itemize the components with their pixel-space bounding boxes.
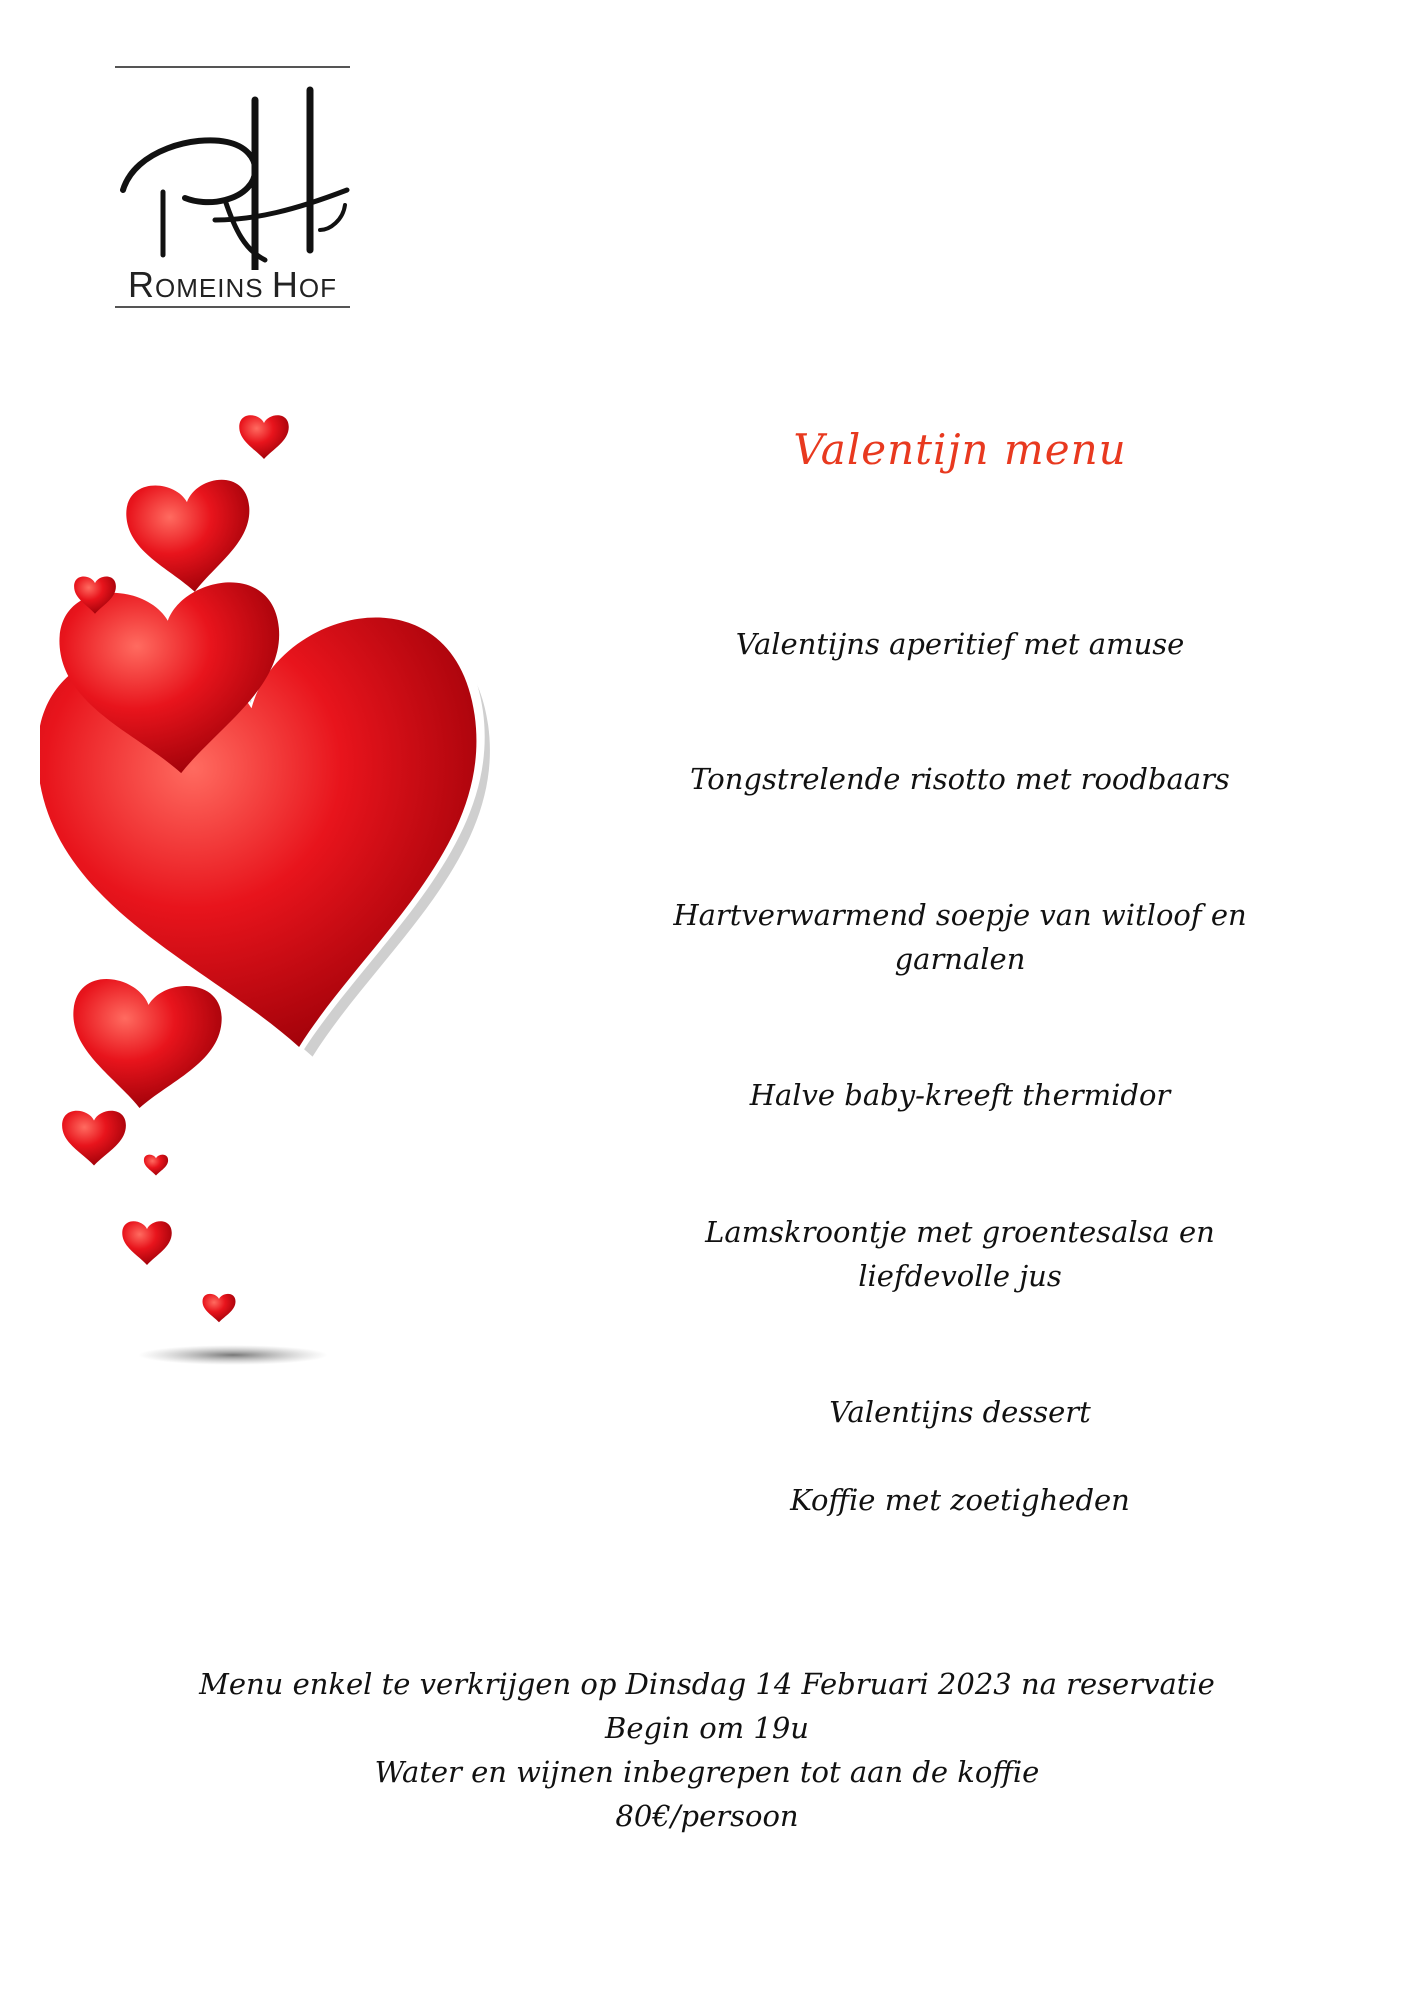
course-line: Valentijns dessert [829,1395,1091,1429]
course-line: Halve baby-kreeft thermidor [749,1078,1171,1112]
course-line: Valentijns aperitief met amuse [735,627,1185,661]
footer-info [100,1662,1314,1838]
heart-small-2 [144,1155,168,1176]
menu-title: Valentijn menu [793,425,1127,474]
course-line: Hartverwarmend soepje van witloof en [673,898,1247,932]
footer-drinks: Water en wijnen inbegrepen tot aan de koffie [374,1755,1040,1789]
logo-top-rule [115,66,350,68]
heart-small-1 [62,1111,126,1166]
course-item [620,757,1300,801]
heart-small-3 [122,1221,172,1265]
course-item [620,622,1300,666]
heart-lower-left [66,976,225,1114]
course-line: Koffie met zoetigheden [790,1483,1130,1517]
course-item [620,1210,1300,1298]
course-item [620,1073,1300,1117]
course-line: Tongstrelende risotto met roodbaars [690,762,1230,796]
rh-monogram-logo [115,80,350,270]
logo-name: ROMEINS HOF [128,264,337,305]
course-line: liefdevolle jus [858,1259,1062,1293]
course-line: Lamskroontje met groentesalsa en [705,1215,1215,1249]
course-item [620,1390,1300,1434]
footer-start-time: Begin om 19u [605,1711,809,1745]
footer-availability: Menu enkel te verkrijgen op Dinsdag 14 Februari 2023 na reservatie [199,1667,1215,1701]
footer-price: 80€/persoon [615,1799,799,1833]
heart-tiny-top [239,415,289,459]
heart-small-4 [203,1294,236,1322]
logo-bottom-rule [115,306,350,308]
course-item [620,893,1300,981]
logo [115,66,350,310]
hearts-illustration [40,400,500,1380]
heart-upper [124,477,256,597]
course-line: garnalen [894,942,1026,976]
course-item [620,1478,1300,1522]
